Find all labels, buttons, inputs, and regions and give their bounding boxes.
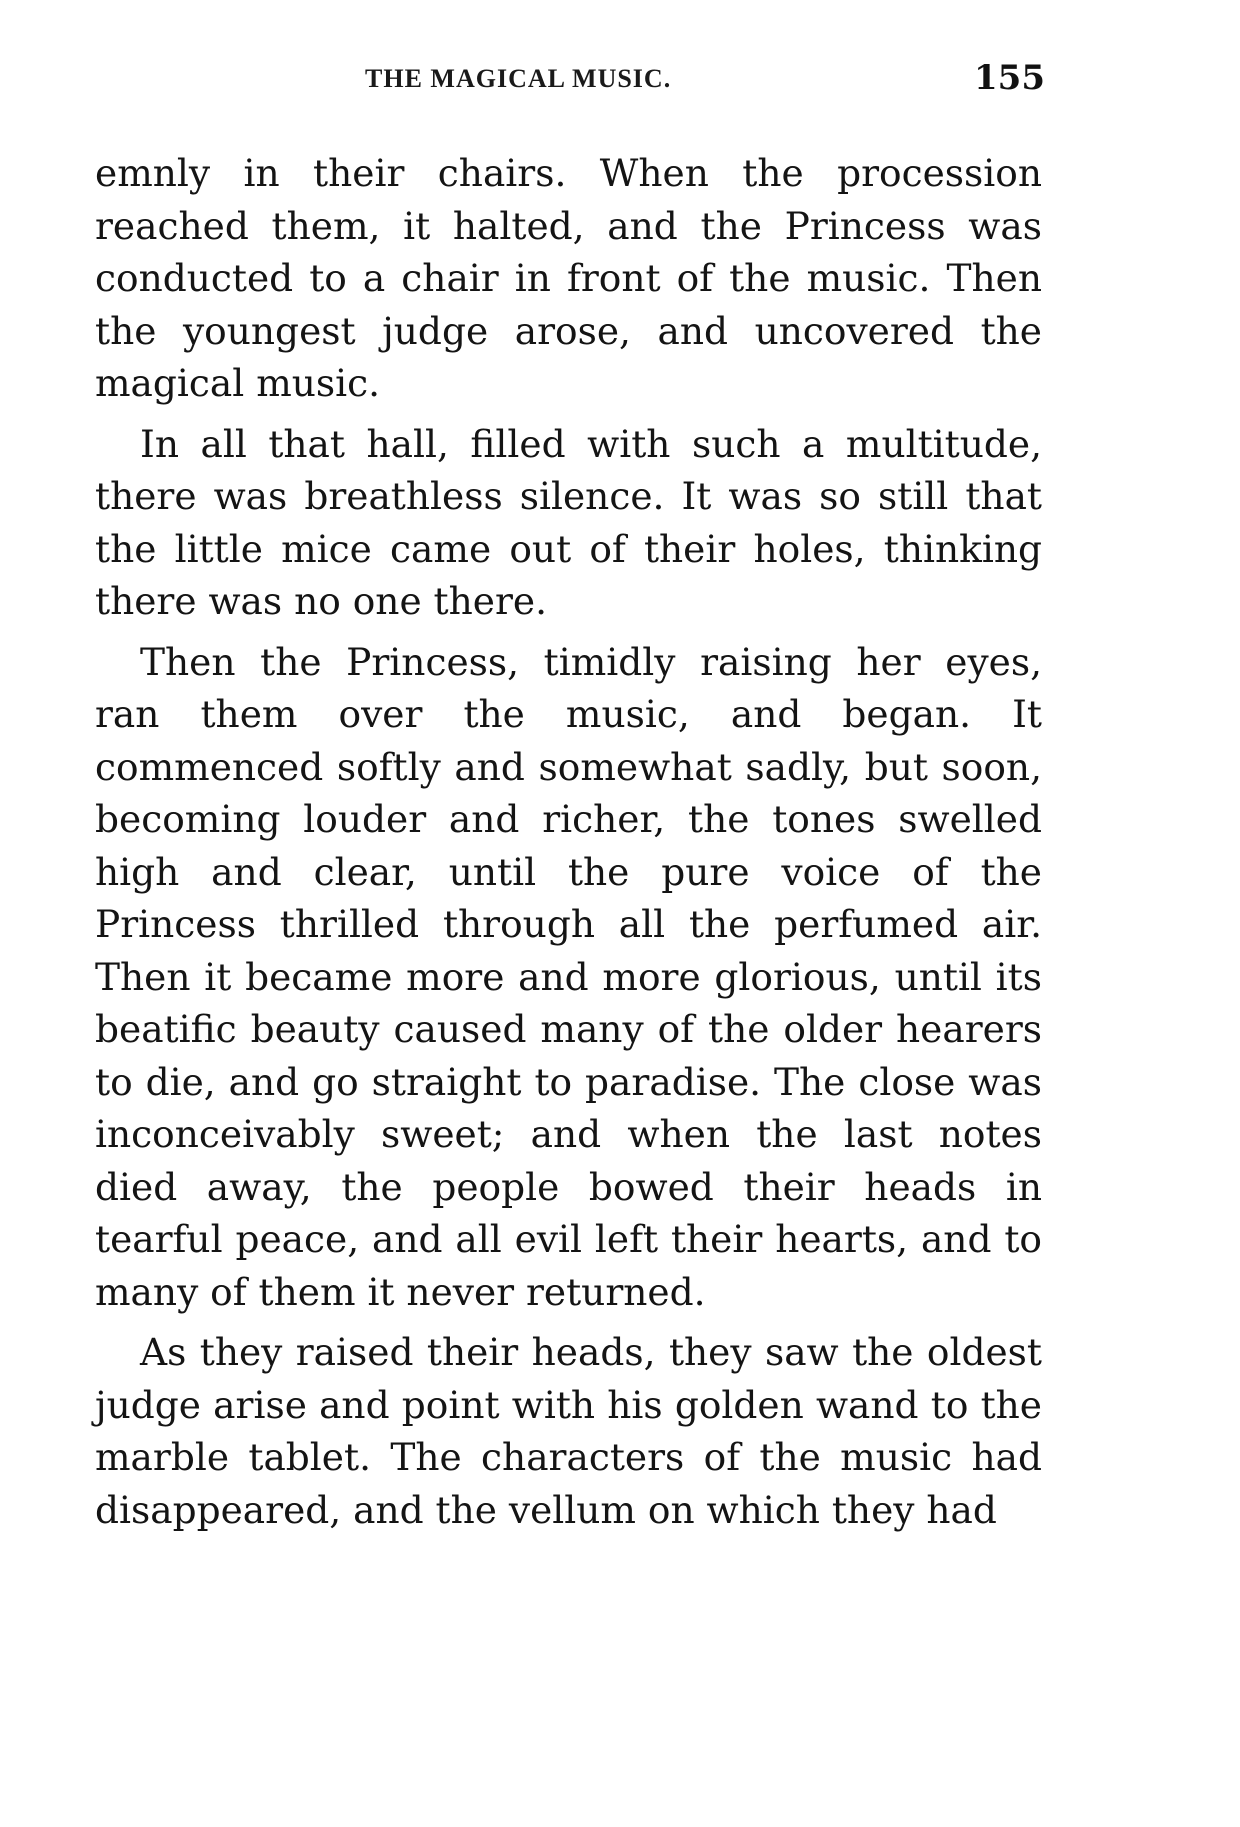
page-number: 155 bbox=[974, 58, 1045, 98]
running-title: THE MAGICAL MUSIC. bbox=[365, 64, 672, 93]
body-text bbox=[95, 147, 1042, 1544]
paragraph: As they raised their heads, they saw the oldest judge arise and point with his golden wand to the marble tablet. The characters of the music had disappeared, and the vellum on which they had bbox=[95, 1330, 1042, 1532]
paragraph: In all that hall, filled with such a multitude, there was breathless silence. It was so still that the little mice came out of their holes, thinking there was no one there. bbox=[95, 421, 1042, 623]
paragraph-continued: emnly in their chairs. When the procession reached them, it halted, and the Princess was conducted to a chair in front of the music. Then the youngest judge arose, and uncovered the magical music. bbox=[95, 151, 1042, 405]
running-head bbox=[95, 58, 1045, 104]
paragraph: Then the Princess, timidly raising her eyes, ran them over the music, and began. It commenced softly and somewhat sadly, but soon, becoming louder and richer, the tones swelled high and clear, until the pure voice of the Princess thrilled through all the perfumed air. Then it became more and more glorious, until its beatific beauty caused many of the older hearers to die, and go straight to paradise. The close was inconceivably sweet; and when the last notes died away, the people bowed their heads in tearful peace, and all evil left their hearts, and to many of them it never returned. bbox=[95, 639, 1042, 1314]
